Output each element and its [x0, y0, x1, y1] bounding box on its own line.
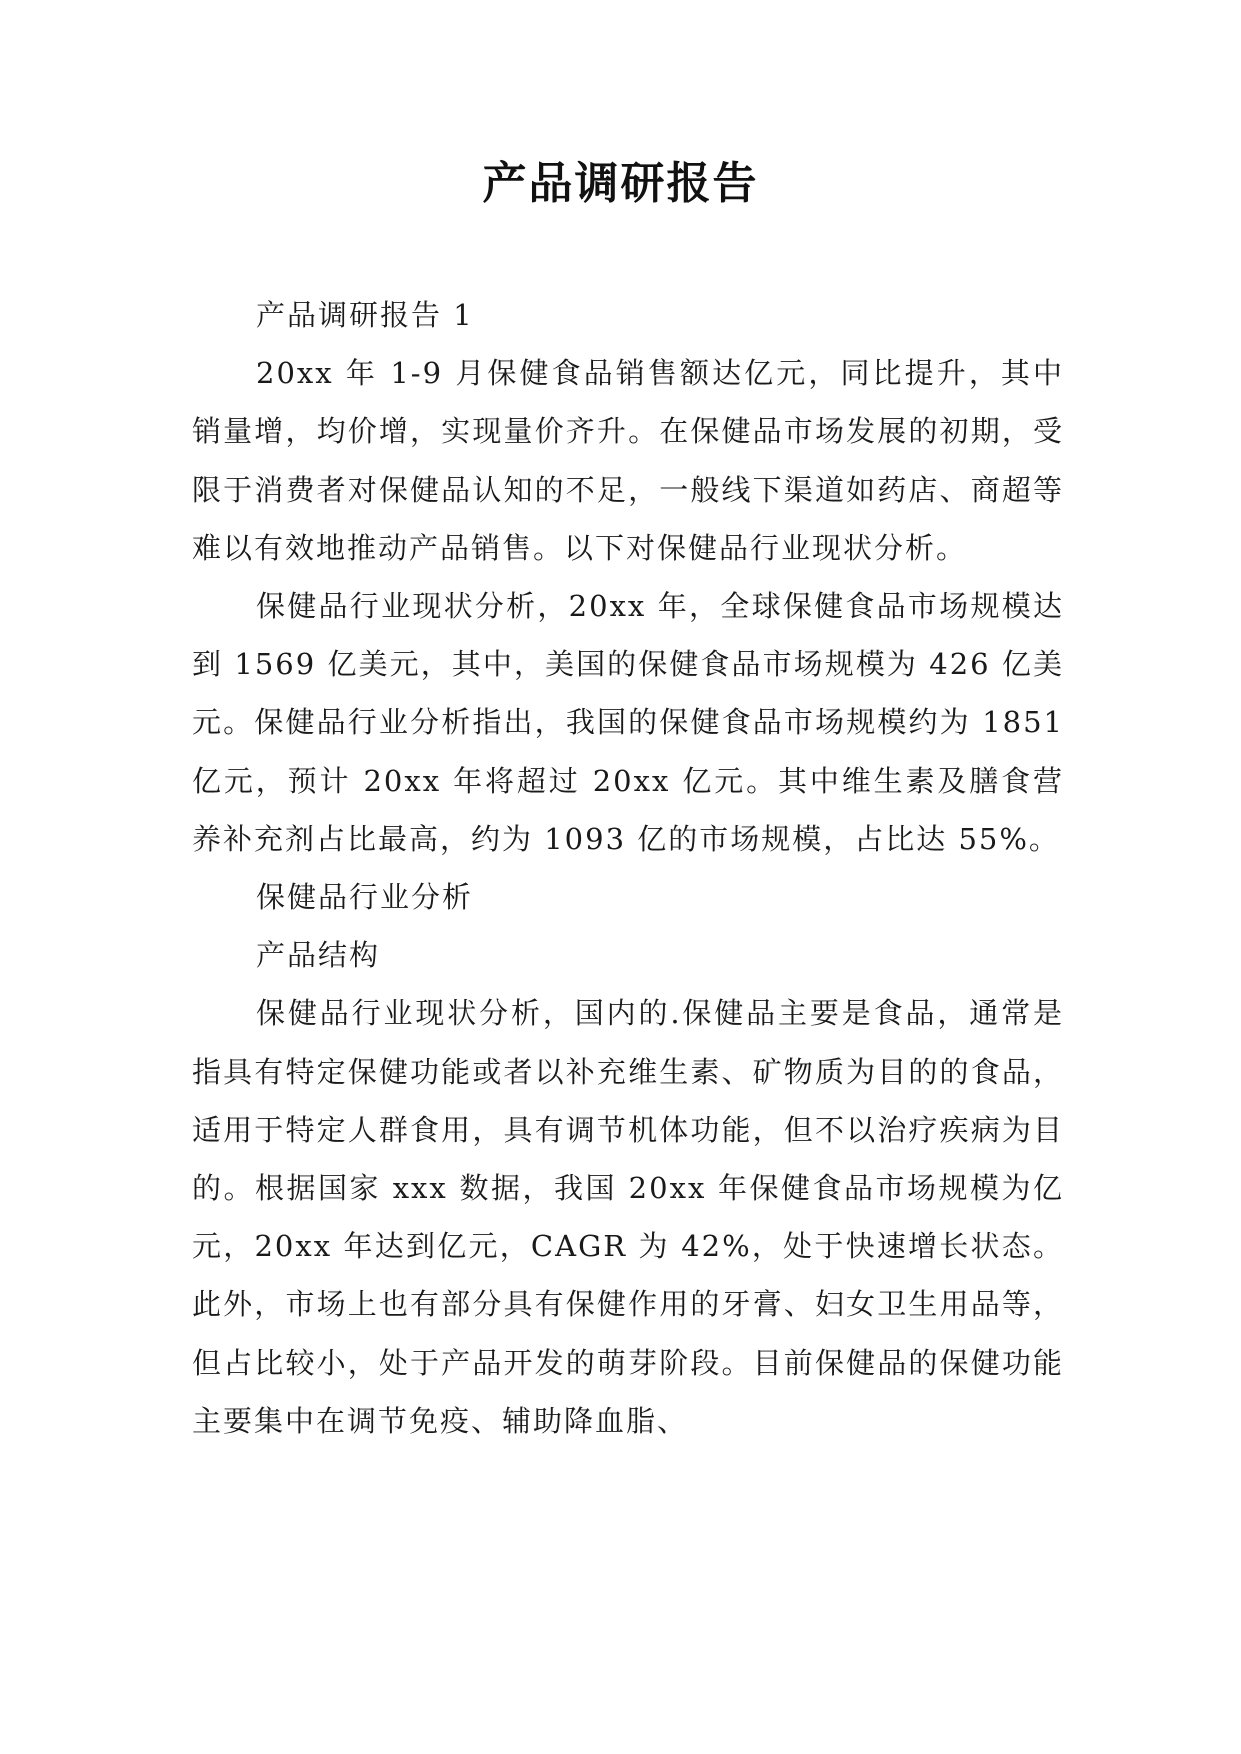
paragraph-sales-overview: 20xx 年 1-9 月保健食品销售额达亿元，同比提升，其中销量增，均价增，实现量价齐升。在保健品市场发展的初期，受限于消费者对保健品认知的不足，一般线下渠道如药店、商超等难以有效地推动产品销售。以下对保健品行业现状分析。: [192, 356, 1064, 565]
document-title: 产品调研报告: [482, 158, 759, 209]
paragraph-product-structure: 保健品行业现状分析，国内的.保健品主要是食品，通常是指具有特定保健功能或者以补充维生素、矿物质为目的的食品，适用于特定人群食用，具有调节机体功能，但不以治疗疾病为目的。根据国家 xxx 数据，我国 20xx 年保健食品市场规模为亿元，20xx 年达到亿元，CAGR 为 42%，处于快速增长状态。此外，市场上也有部分具有保健作用的牙膏、妇女卫生用品等，但占比较小，处于产品开发的萌芽阶段。目前保健品的保健功能主要集中在调节免疫、辅助降血脂、: [192, 996, 1064, 1438]
paragraph-market-size: 保健品行业现状分析，20xx 年，全球保健食品市场规模达到 1569 亿美元，其中，美国的保健食品市场规模为 426 亿美元。保健品行业分析指出，我国的保健食品市场规模约为 1851 亿元，预计 20xx 年将超过 20xx 亿元。其中维生素及膳食营养补充剂占比最高，约为 1093 亿的市场规模，占比达 55%。: [192, 589, 1064, 856]
paragraph-subsection-heading: 产品结构: [256, 938, 381, 973]
document-body: [192, 286, 1064, 1450]
paragraph-subtitle: 产品调研报告 1: [256, 298, 474, 332]
paragraph-section-heading: 保健品行业分析: [256, 880, 474, 915]
